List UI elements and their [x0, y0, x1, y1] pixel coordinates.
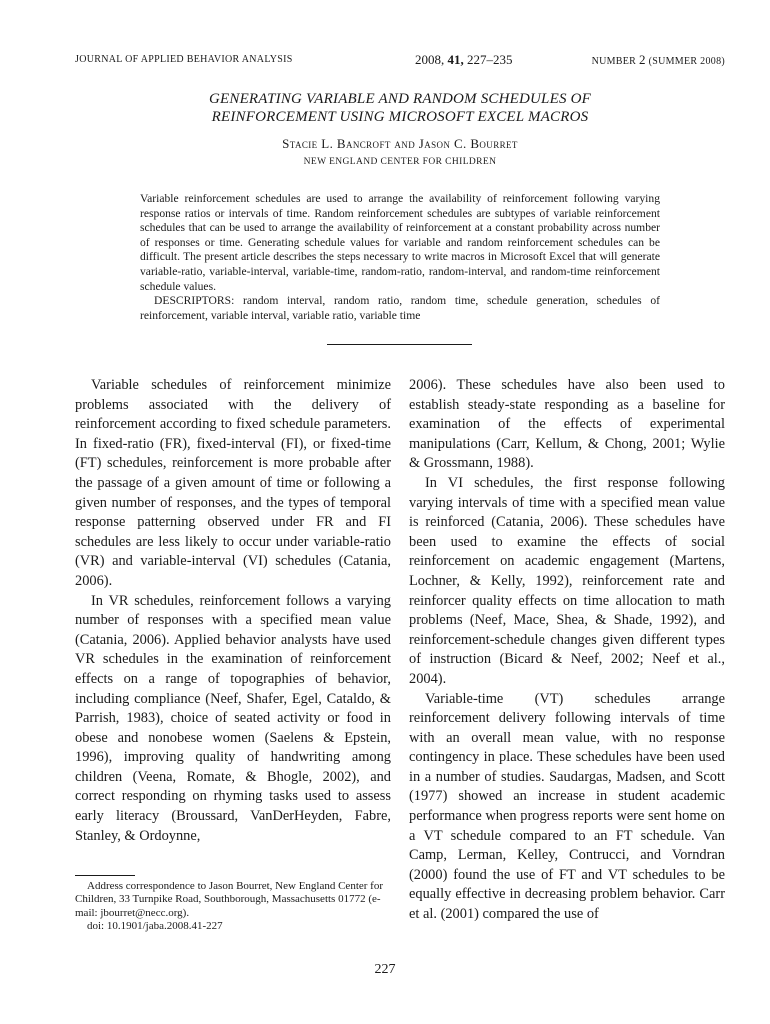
- page-range: 227–235: [467, 52, 513, 67]
- descriptors: DESCRIPTORS: random interval, random ratio, random time, schedule generation, schedules of reinforcement, variable interval, variable ratio, variable time: [140, 294, 660, 322]
- footnote-address: Address correspondence to Jason Bourret, New England Center for Children, 33 Turnpike Road, Southborough, Massachusetts 01772 (e-mail: jbourret@necc.org).: [75, 880, 383, 919]
- running-head: [75, 52, 725, 72]
- volume: 41,: [447, 52, 464, 67]
- paragraph: Variable schedules of reinforcement minimize problems associated with the delivery of reinforcement according to fixed schedule parameters. In fixed-ratio (FR), fixed-interval (FI), or fixed-time (FT) schedules, reinforcement is more probable after the passage of a given amount of time or following a given number of responses, and the types of temporal response patterning observed under FR and FI schedules are less likely to occur under variable-ratio (VR) and variable-interval (VI) schedules (Catania, 2006).: [75, 377, 391, 589]
- paragraph: In VR schedules, reinforcement follows a varying number of responses with a specified mean value (Catania, 2006). Applied behavior analysts have used VR schedules in the examination of reinforcement effects on a range of topographies of behavior, including compliance (Neef, Shafer, Egel, Cataldo, & Parrish, 1983), choice of seated activity or food in obese and nonobese women (Saelens & Epstein, 1996), improving quality of handwriting among children (Veena, Romate, & Bhogle, 2002), and correct responding on rhyming tasks used to assess early literacy (Broussard, VanDerHeyden, Fabre, Stanley, & Ordoynne,: [75, 592, 391, 844]
- issue-label: NUMBER: [591, 56, 637, 67]
- footnote-doi: doi: 10.1901/jaba.2008.41-227: [87, 920, 223, 933]
- authors: Stacie L. Bancroft and Jason C. Bourret: [282, 136, 518, 151]
- article-title: [75, 90, 725, 126]
- issue-number: 2: [638, 52, 646, 67]
- affiliation: NEW ENGLAND CENTER FOR CHILDREN: [303, 157, 497, 167]
- issue: [592, 52, 725, 68]
- paragraph: Variable-time (VT) schedules arrange reinforcement delivery following intervals of time with an overall mean value, with no response contingency in place. These schedules have been used in a number of studies. Saudargas, Madsen, and Scott (1977) showed an increase in student academic performance when progress reports were sent home on a VT schedule compared to an FT schedule. Van Camp, Lerman, Kelley, Contrucci, and Vorndran (2000) found the use of FT and VT schedules to be equally effective in decreasing problem behavior. Carr et al. (2001) compared the use of: [409, 690, 725, 923]
- paragraph: In VI schedules, the first response following varying intervals of time with a specified mean value is reinforced (Catania, 2006). These schedules have been used to examine the effects of social reinforcement on academic engagement (Martens, Lochner, & Kelly, 1992), reinforcement rate and reinforcer quality effects on time allocation to math problems (Neef, Mace, Shea, & Shade, 1992), and reinforcement-schedule changes given different types of instruction (Bicard & Neef, 2002; Neef et al., 2004).: [409, 474, 725, 687]
- footnote: [75, 880, 391, 934]
- citation: [415, 52, 513, 68]
- paragraph: 2006). These schedules have also been used to establish steady-state responding as a baseline for examination of the effects of experimental manipulations (Carr, Kellum, & Chong, 2001; Wylie & Grossmann, 1988).: [409, 377, 725, 472]
- section-divider: [327, 344, 472, 345]
- footnote-divider: [75, 875, 135, 876]
- journal-name: JOURNAL OF APPLIED BEHAVIOR ANALYSIS: [75, 54, 293, 65]
- title-line-1: GENERATING VARIABLE AND RANDOM SCHEDULES OF: [208, 91, 592, 107]
- abstract: [140, 192, 660, 323]
- left-column: [75, 376, 391, 846]
- right-column: [409, 376, 725, 925]
- year: 2008,: [415, 52, 445, 67]
- issue-season: (SUMMER 2008): [648, 56, 725, 67]
- title-line-2: REINFORCEMENT USING MICROSOFT EXCEL MACROS: [211, 109, 589, 125]
- abstract-body: Variable reinforcement schedules are used to arrange the availability of reinforcement following varying response ratios or intervals of time. Random reinforcement schedules are subtypes of variable reinforcement schedules that can be used to arrange the availability of reinforcement at a constant probability across number of responses or time. Generating schedule values for variable and random reinforcement schedules can be difficult. The present article describes the steps necessary to write macros in Microsoft Excel that will generate variable-ratio, variable-interval, variable-time, random-ratio, random-interval, and random-time reinforcement schedule values.: [140, 192, 660, 293]
- page-number: 227: [374, 962, 396, 977]
